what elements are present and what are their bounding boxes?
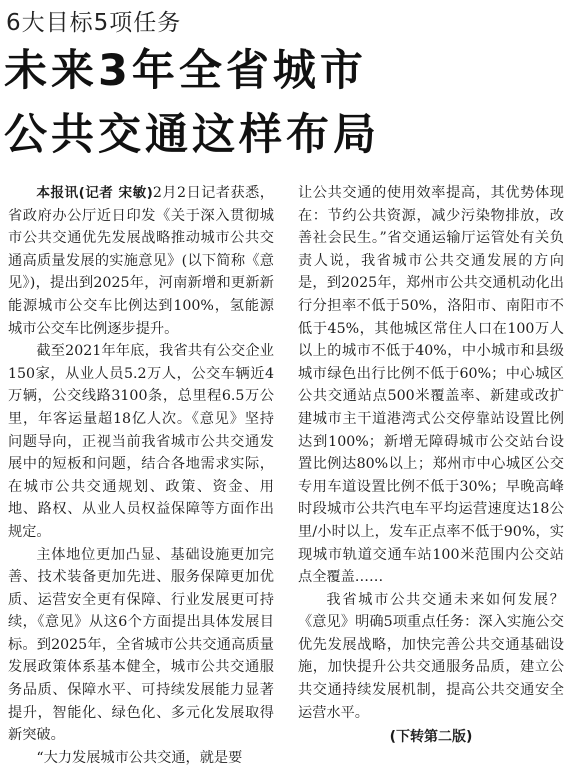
kicker-subtitle: 6大目标5项任务: [6, 10, 182, 36]
article-column-left: [8, 182, 274, 769]
lead-text: 2月2日记者获悉，省政府办公厅近日印发《关于深入贯彻城市公共交通优先发展战略推动城市公共交通高质量发展的实施意见》(以下简称《意见》)，提出到2025年，河南新增和更新新能源城市公交车比例达到100%，氢能源城市公交车比例逐步提升。: [8, 185, 274, 337]
byline: 本报讯(记者 宋敏): [36, 185, 153, 201]
article-paragraph: [8, 182, 274, 340]
article-column-right: [298, 182, 564, 749]
headline-line-2: 公共交通这样布局: [4, 110, 380, 160]
article-paragraph: 主体地位更加凸显、基础设施更加完善、技术装备更加先进、服务保障更加优质、运营安全更有保障、行业发展更可持续，《意见》从这6个方面提出具体发展目标。到2025年，全省城市公共交通高质量发展政策体系基本健全，城市公共交通服务品质、保障水平、可持续发展能力显著提升，智能化、绿色化、多元化发展取得新突破。: [8, 546, 274, 744]
article-paragraph: 让公共交通的使用效率提高，其优势体现在：节约公共资源，减少污染物排放，改善社会民生。”省交通运输厅运管处有关负责人说，我省城市公共交通发展的方向是，到2025年，郑州市公共交通机动化出行分担率不低于50%，洛阳市、南阳市不低于45%，其他城区常住人口在100万人以上的城市不低于40%，中小城市和县级城市绿色出行比例不低于60%；中心城区公共交通站点500米覆盖率、新建或改扩建城市主干道港湾式公交停靠站设置比例达到100%；新增无障碍城市公交站台设置比例达80%以上；郑州市中心城区公交专用车道设置比例不低于30%；早晚高峰时段城市公共汽电车平均运营速度达18公里/小时以上，发车正点率不低于90%，实现城市轨道交通车站100米范围内公交站点全覆盖……: [298, 185, 564, 586]
article-paragraph: 截至2021年年底，我省共有公交企业150家，从业人员5.2万人，公交车辆近4万辆，公交线路3100条，总里程6.5万公里，年客运量超18亿人次。《意见》坚持问题导向，正视当前我省城市公共交通发展中的短板和问题，结合各地需求实际，在城市公共交通规划、政策、资金、用地、路权、从业人员权益保障等方面作出规定。: [8, 343, 274, 540]
headline-line-1: 未来3年全省城市: [4, 46, 367, 96]
article-paragraph: 我省城市公共交通未来如何发展？《意见》明确5项重点任务：深入实施公交优先发展战略，加快完善公共交通基础设施，加快提升公共交通服务品质，建立公共交通持续发展机制，提高公共交通安全运营水平。: [298, 591, 564, 721]
article-paragraph: “大力发展城市公共交通，就是要: [36, 749, 243, 766]
continued-on-page-note: (下转第二版): [389, 729, 473, 746]
